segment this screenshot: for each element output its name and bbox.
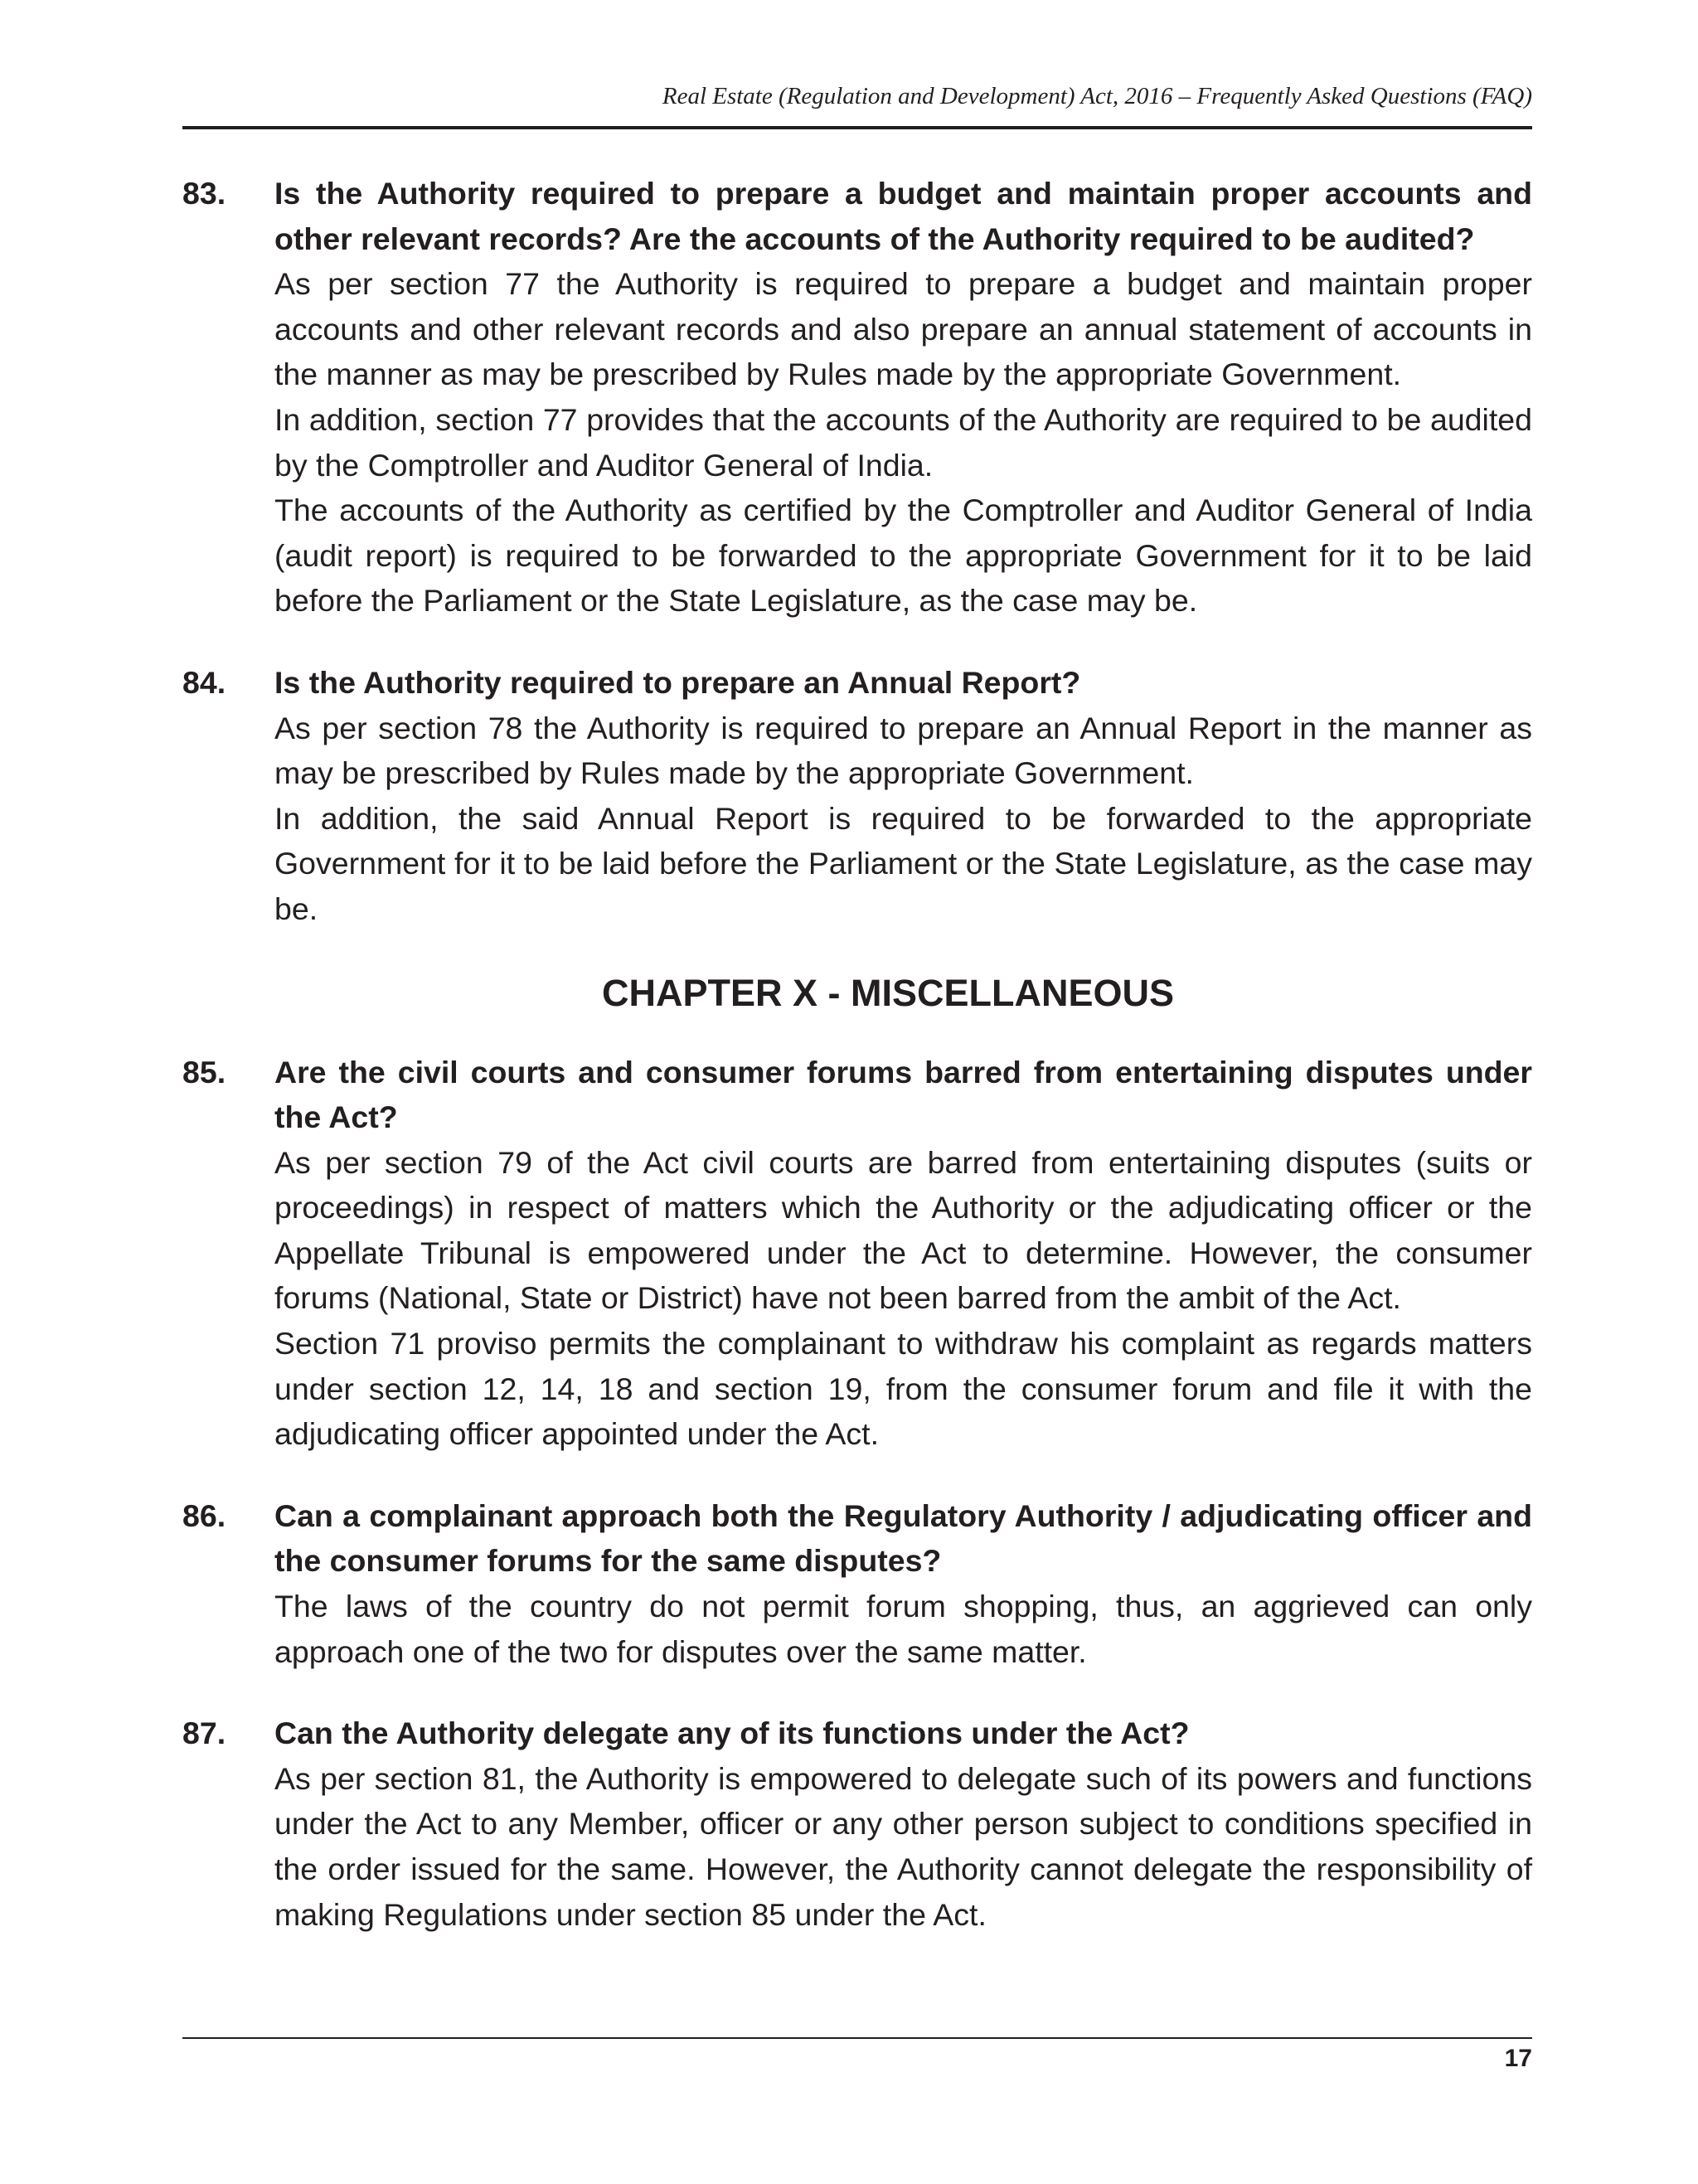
faq-body bbox=[274, 171, 1532, 624]
faq-body bbox=[274, 1050, 1532, 1457]
answer-paragraph: The laws of the country do not permit forum shopping, thus, an aggrieved can only approach one of the two for disputes over the same matter. bbox=[274, 1589, 1532, 1669]
answer-paragraph: As per section 79 of the Act civil courts are barred from entertaining disputes (suits or proceedings) in respect of matters which the Authority or the adjudicating officer or the Appellate Tribunal is empowered under the Act to determine. However, the consumer forums (National, State or District) have not been barred from the ambit of the Act. bbox=[274, 1144, 1532, 1316]
faq-number: 84. bbox=[182, 664, 226, 700]
faq-body bbox=[274, 1711, 1532, 1937]
faq-question: Can a complainant approach both the Regulatory Authority / adjudicating officer and the consumer forums for the same disputes? bbox=[274, 1497, 1532, 1579]
faq-number: 85. bbox=[182, 1054, 226, 1090]
faq-answer bbox=[274, 1584, 1532, 1674]
faq-item-86 bbox=[182, 1493, 1532, 1674]
answer-paragraph: The accounts of the Authority as certified by the Comptroller and Auditor General of India (audit report) is required to be forwarded to the appropriate Government for it to be laid before the Parliament or the State Legislature, as the case may be. bbox=[274, 493, 1532, 619]
answer-paragraph: As per section 81, the Authority is empowered to delegate such of its powers and functions under the Act to any Member, officer or any other person subject to conditions specified in the order issued for the same. However, the Authority cannot delegate the responsibility of making Regulations under section 85 under the Act. bbox=[274, 1760, 1532, 1932]
faq-answer bbox=[274, 706, 1532, 932]
faq-question: Is the Authority required to prepare a budget and maintain proper accounts and other relevant records? Are the accounts of the Authority required to be audited? bbox=[274, 176, 1532, 256]
answer-paragraph: In addition, the said Annual Report is required to be forwarded to the appropriate Government for it to be laid before the Parliament or the State Legislature, as the case may be. bbox=[274, 800, 1532, 926]
answer-paragraph: Section 71 proviso permits the complainant to withdraw his complaint as regards matters under section 12, 14, 18 and section 19, from the consumer forum and file it with the adjudicating officer appointed under the Act. bbox=[274, 1326, 1532, 1452]
answer-paragraph: As per section 77 the Authority is required to prepare a budget and maintain proper accounts and other relevant records and also prepare an annual statement of accounts in the manner as may be prescribed by Rules made by the appropriate Government. bbox=[274, 266, 1532, 392]
faq-question: Can the Authority delegate any of its functions under the Act? bbox=[274, 1716, 1190, 1751]
page-number: 17 bbox=[1504, 2045, 1532, 2072]
header-rule bbox=[182, 126, 1532, 129]
footer-rule bbox=[182, 2037, 1532, 2039]
faq-number: 87. bbox=[182, 1716, 226, 1751]
chapter-heading: CHAPTER X - MISCELLANEOUS bbox=[601, 971, 1175, 1014]
running-header: Real Estate (Regulation and Development) Act, 2016 – Frequently Asked Questions (FAQ) bbox=[662, 83, 1532, 109]
faq-answer bbox=[274, 261, 1532, 624]
faq-item-85 bbox=[182, 1050, 1532, 1457]
faq-number: 83. bbox=[182, 176, 226, 211]
answer-paragraph: In addition, section 77 provides that the accounts of the Authority are required to be audited by the Comptroller and Auditor General of India. bbox=[274, 401, 1532, 483]
faq-item-87 bbox=[182, 1711, 1532, 1937]
faq-question: Are the civil courts and consumer forums barred from entertaining disputes under the Act? bbox=[274, 1054, 1532, 1135]
answer-paragraph: As per section 78 the Authority is required to prepare an Annual Report in the manner as may be prescribed by Rules made by the appropriate Government. bbox=[274, 710, 1532, 791]
faq-answer bbox=[274, 1756, 1532, 1937]
faq-item-84 bbox=[182, 660, 1532, 932]
faq-answer bbox=[274, 1140, 1532, 1457]
faq-question: Is the Authority required to prepare an Annual Report? bbox=[274, 664, 1081, 700]
page-content bbox=[182, 171, 1532, 1973]
faq-number: 86. bbox=[182, 1497, 226, 1533]
faq-item-83 bbox=[182, 171, 1532, 624]
faq-body bbox=[274, 660, 1532, 932]
faq-body bbox=[274, 1493, 1532, 1674]
